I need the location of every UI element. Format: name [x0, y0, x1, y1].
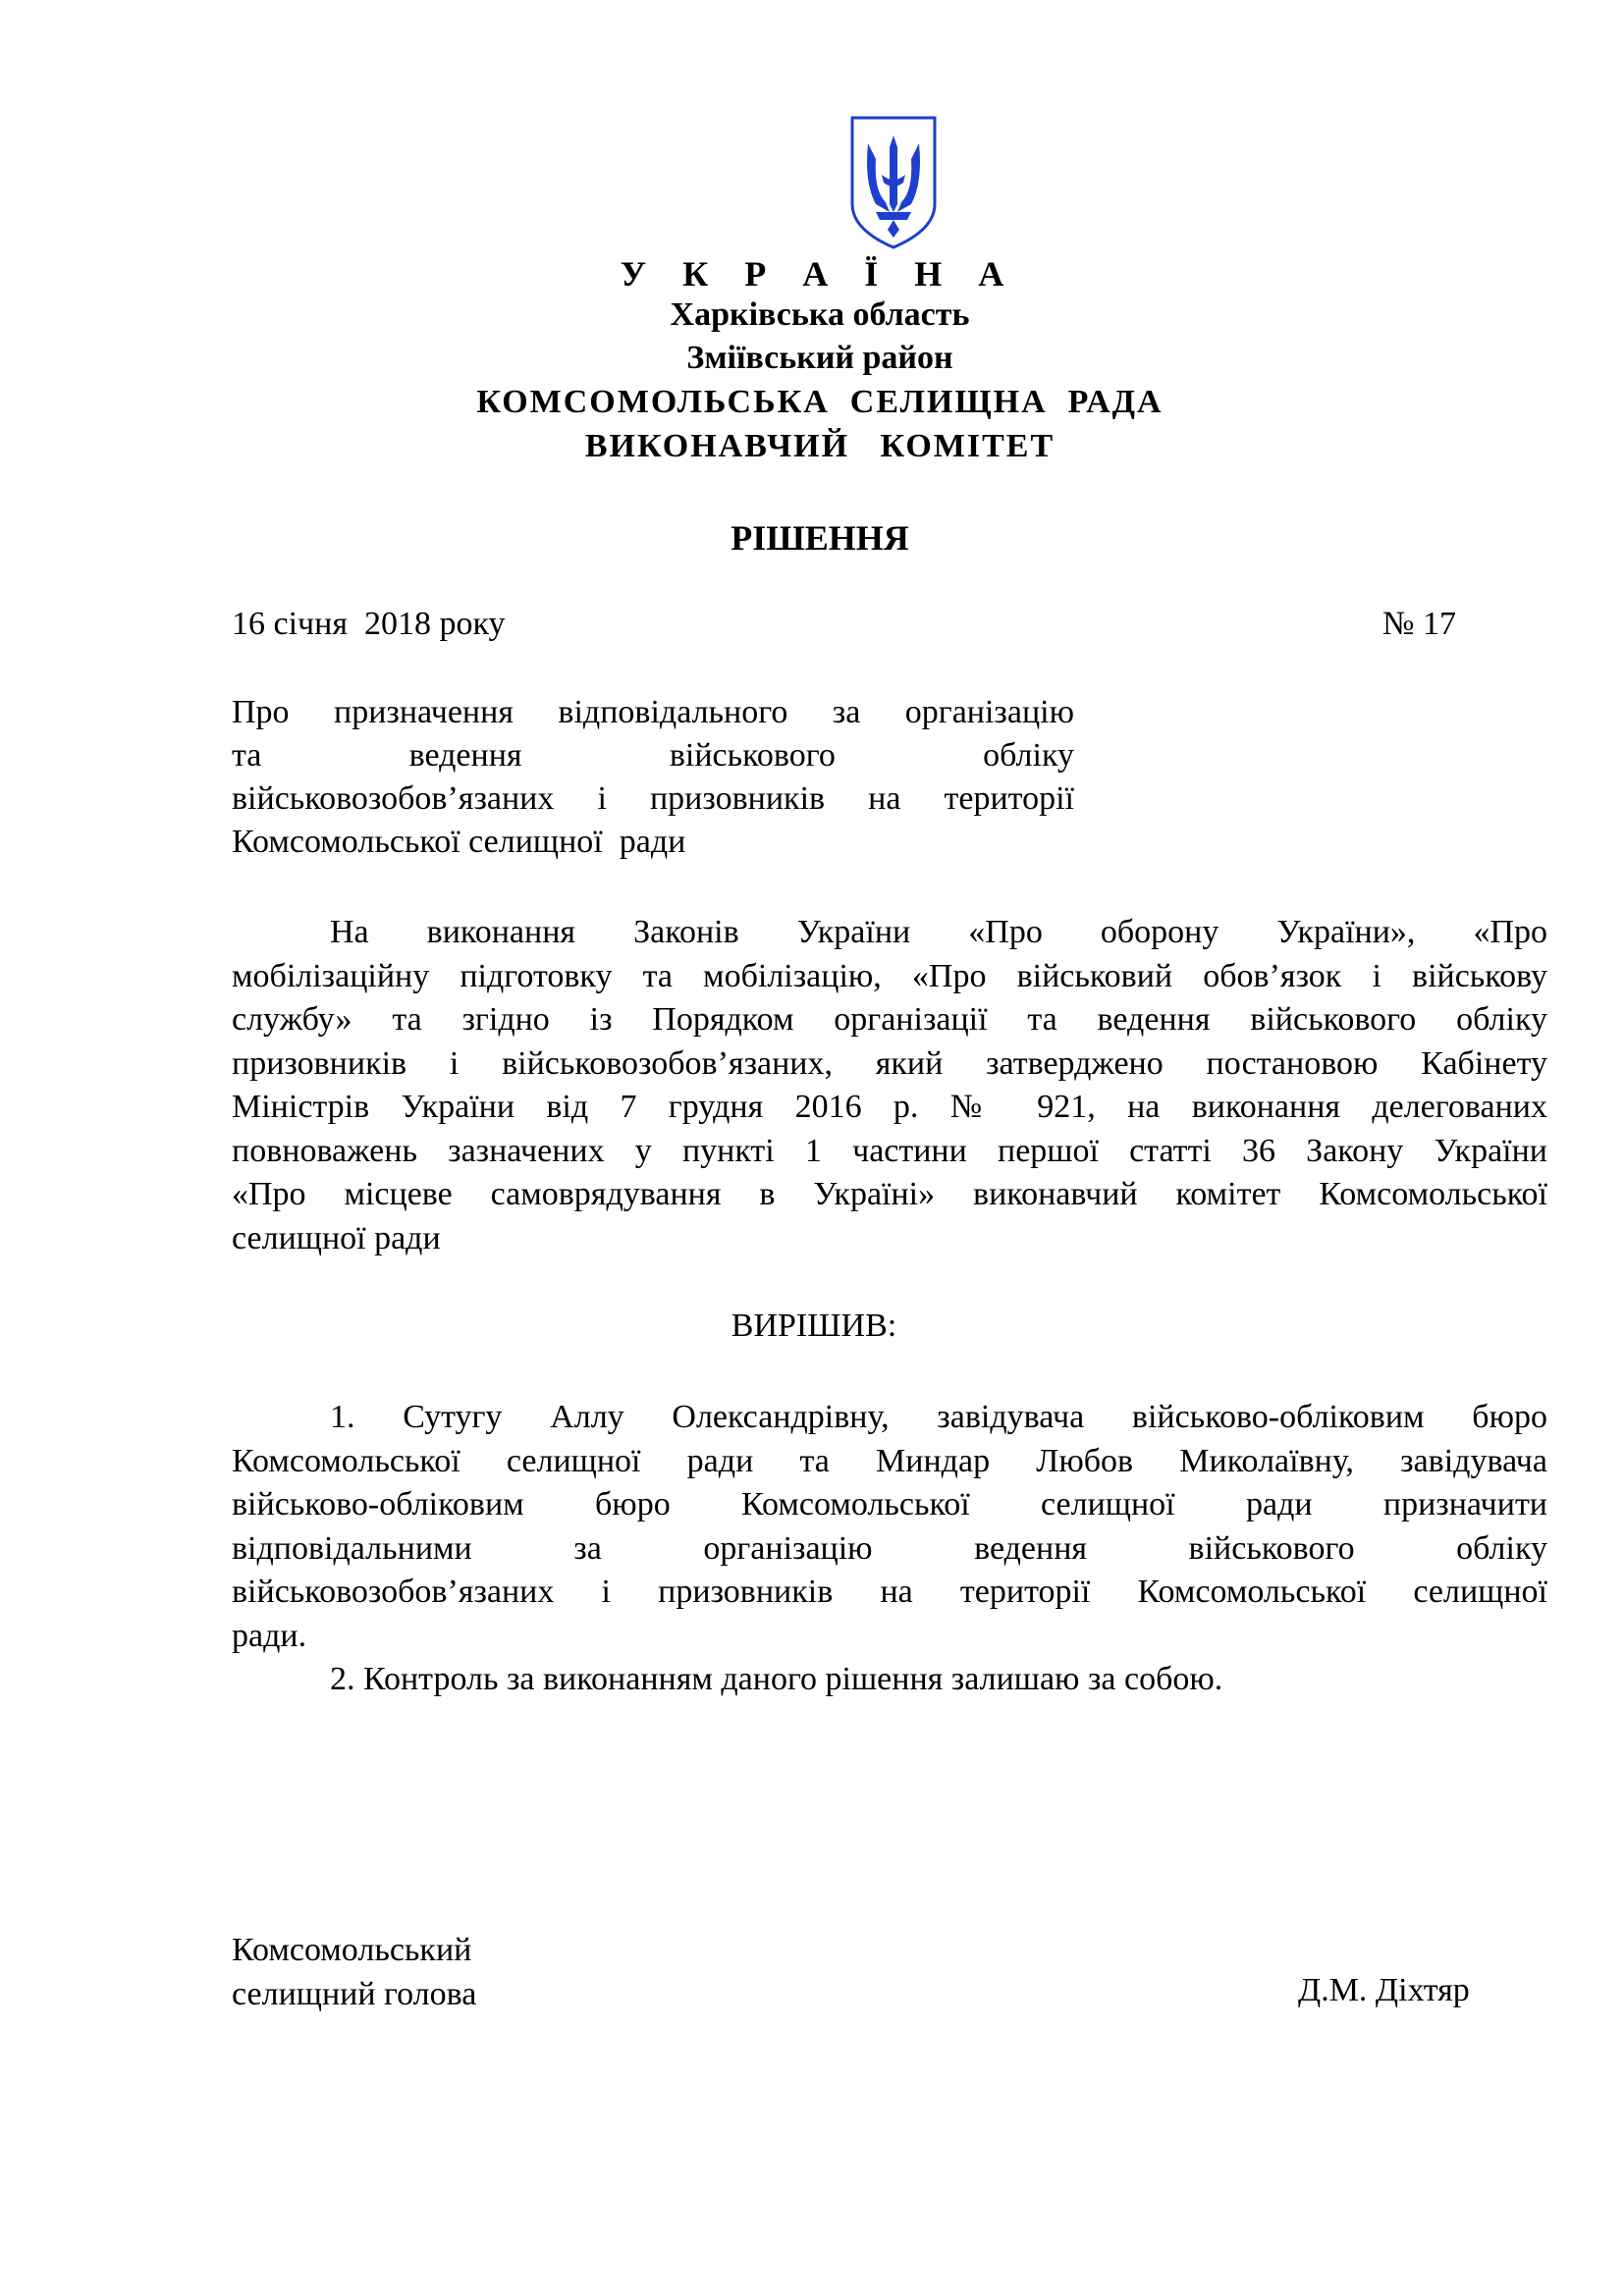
resolved-heading: ВИРІШИВ:: [731, 1308, 897, 1344]
subject-line: військовозобов’язаних і призовників на території: [232, 780, 1074, 817]
item-1-line: 1. Сутугу Аллу Олександрівну, завідувача військово-обліковим бюро: [330, 1399, 1547, 1435]
preamble-line: призовників і військовозобов’язаних, який затверджено постановою Кабінету: [232, 1044, 1547, 1082]
country-heading: У К Р А Ї Н А: [620, 254, 1018, 294]
document-number: № 17: [1382, 606, 1456, 642]
item-1-line: Комсомольської селищної ради та Миндар Любов Миколаївну, завідувача: [232, 1442, 1547, 1479]
item-2-line: 2. Контроль за виконанням даного рішення залишаю за собою.: [330, 1661, 1223, 1697]
council-heading: КОМСОМОЛЬСЬКА СЕЛИЩНА РАДА: [476, 384, 1164, 420]
item-1-line: військовозобов’язаних і призовників на території Комсомольської селищної: [232, 1574, 1547, 1610]
signatory-title-line-2: селищний голова: [232, 1976, 477, 2012]
item-1-line: відповідальними за організацію ведення військового обліку: [232, 1529, 1547, 1567]
preamble-paragraph: [232, 911, 1547, 1260]
item-1-line: ради.: [232, 1617, 307, 1654]
subject-line: та ведення військового обліку: [232, 737, 1074, 774]
preamble-line: селищної ради: [232, 1219, 441, 1256]
signatory-title: [232, 1928, 476, 2016]
preamble-line: На виконання Законів України «Про оборону України», «Про: [330, 914, 1547, 950]
preamble-line: мобілізаційну підготовку та мобілізацію, «Про військовий обов’язок і військову: [232, 957, 1547, 994]
preamble-line: службу» та згідно із Порядком організації та ведення військового обліку: [232, 1001, 1547, 1038]
decision-items: [232, 1396, 1547, 1702]
signatory-title-line-1: Комсомольський: [232, 1932, 472, 1968]
signatory-name: Д.М. Діхтяр: [1298, 1972, 1470, 2008]
raion-heading: Зміївський район: [686, 340, 953, 376]
trident-coat-of-arms-icon: [846, 114, 941, 251]
preamble-line: «Про місцеве самоврядування в Україні» виконавчий комітет Комсомольської: [232, 1176, 1547, 1212]
item-1-line: військово-обліковим бюро Комсомольської селищної ради призначити: [232, 1486, 1547, 1522]
subject-line: Комсомольської селищної ради: [232, 824, 686, 860]
document-type-heading: РІШЕННЯ: [731, 518, 909, 558]
committee-heading: ВИКОНАВЧИЙ КОМІТЕТ: [584, 428, 1056, 464]
subject-block: [232, 691, 1074, 864]
preamble-line: Міністрів України від 7 грудня 2016 р. № 921, на виконання делегованих: [232, 1089, 1547, 1125]
oblast-heading: Харківська область: [670, 296, 970, 333]
subject-line: Про призначення відповідального за організацію: [232, 694, 1074, 730]
preamble-line: повноважень зазначених у пункті 1 частини першої статті 36 Закону України: [232, 1132, 1547, 1169]
document-date: 16 січня 2018 року: [232, 606, 506, 642]
